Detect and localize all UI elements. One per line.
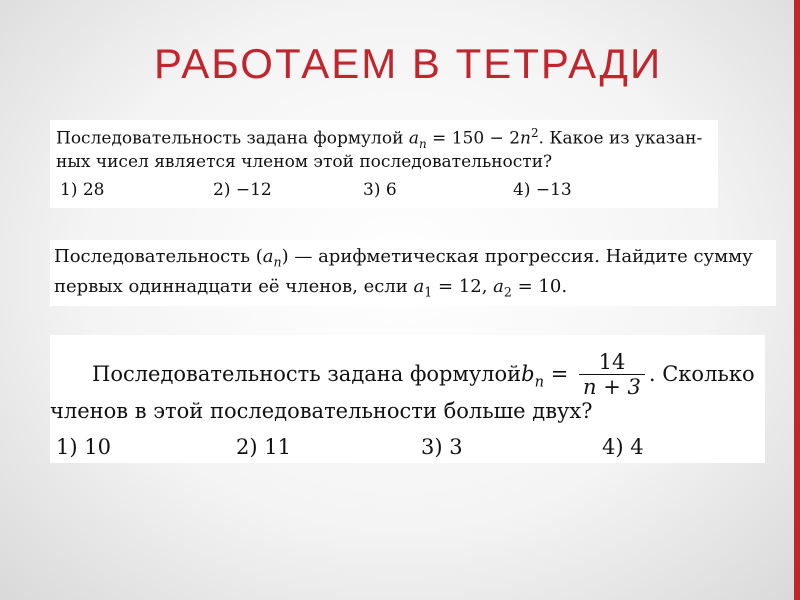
task2-a2-var: a [493, 276, 504, 297]
task3-frac-numerator: 14 [579, 351, 645, 375]
task3-formula-sub: n [534, 373, 545, 391]
task1-answer-1: 1) 28 [60, 180, 105, 200]
task1-formula-pow-var: n [520, 128, 531, 149]
task-card-2 [50, 240, 776, 306]
task-card-3 [50, 335, 765, 463]
task3-answer-3: 3) 3 [421, 435, 463, 459]
task1-text-end: . Какое из указан- [538, 128, 703, 149]
task2-seq-sub: n [273, 254, 282, 270]
task3-text-start: Последовательность задана формулой [92, 362, 522, 387]
task2-seq-var: a [262, 246, 274, 267]
task3-text-end: . Сколько [648, 362, 755, 387]
task2-text-start: Последовательность ( [54, 246, 263, 267]
task3-line1 [92, 351, 755, 400]
task3-formula-var: b [521, 362, 535, 387]
task3-fraction [579, 351, 645, 400]
task1-formula-mid: = 150 − 2 [426, 128, 521, 149]
task1-line2: ных чисел является членом этой последовательности? [56, 152, 553, 172]
task2-line1 [54, 246, 753, 270]
task1-answer-2: 2) −12 [213, 180, 272, 200]
task1-text-start: Последовательность задана формулой [56, 128, 409, 149]
task2-text-end: ) — арифметическая прогрессия. Найдите сумму [281, 246, 753, 267]
task2-line2 [54, 276, 567, 300]
task3-line2: членов в этой последовательности больше двух? [50, 399, 593, 423]
task3-frac-denominator: n + 3 [583, 375, 641, 400]
task2-a1-var: a [413, 276, 425, 297]
accent-bar [794, 0, 800, 600]
task3-formula-eq: = [544, 362, 576, 387]
task1-answer-3: 3) 6 [363, 180, 397, 200]
task2-line2-text: первых одиннадцати её членов, если [54, 276, 414, 297]
task1-formula-exp: 2 [530, 126, 539, 140]
task3-answer-2: 2) 11 [236, 435, 291, 459]
task2-a1-sub: 1 [424, 284, 433, 300]
task-card-1 [50, 120, 718, 208]
task1-line1 [56, 126, 702, 151]
task3-answer-4: 4) 4 [602, 435, 644, 459]
task1-answer-4: 4) −13 [513, 180, 572, 200]
task2-a1-value: = 12, [432, 276, 494, 297]
task1-formula-sub: n [418, 137, 427, 152]
task2-a2-sub: 2 [503, 284, 512, 300]
task3-answer-1: 1) 10 [56, 435, 111, 459]
task2-a2-value: = 10. [511, 276, 568, 297]
slide-title: РАБОТАЕМ В ТЕТРАДИ [154, 40, 663, 87]
task1-formula-var: a [408, 128, 419, 149]
